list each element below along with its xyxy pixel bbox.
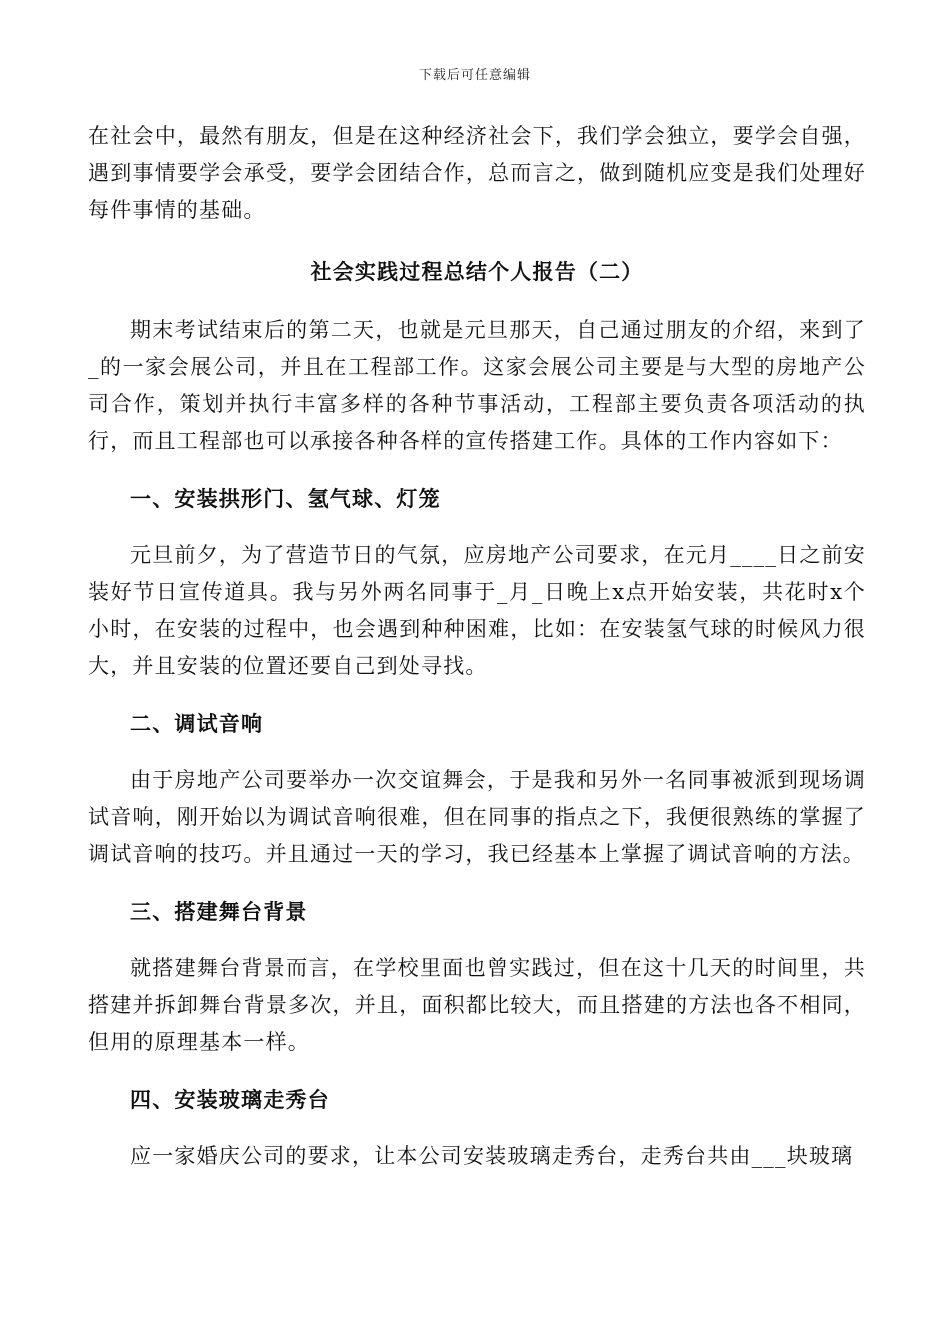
opening-paragraph: 期末考试结束后的第二天，也就是元旦那天，自己通过朋友的介绍，来到了_的一家会展公司，并且在工程部工作。这家会展公司主要是与大型的房地产公司合作，策划并执行丰富多样的各种节事活动，工程部主要负责各项活动的执行，而且工程部也可以承接各种各样的宣传搭建工作。具体的工作内容如下： (88, 318, 866, 453)
section-body-1: 元旦前夕，为了营造节日的气氛，应房地产公司要求，在元月____日之前安装好节日宣传道具。我与另外两名同事于_月_日晚上x点开始安装，共花时x个小时，在安装的过程中，也会遇到种种困难，比如：在安装氢气球的时候风力很大，并且安装的位置还要自己到处寻找。 (88, 543, 866, 678)
page-header-note: 下载后可任意编辑 (418, 68, 531, 83)
section-heading-2: 二、调试音响 (130, 711, 264, 736)
section-heading-4: 四、安装玻璃走秀台 (130, 1087, 330, 1112)
section-heading-1: 一、安装拱形门、氢气球、灯笼 (130, 486, 441, 511)
document-title: 社会实践过程总结个人报告（二） (310, 259, 644, 284)
intro-paragraph: 在社会中，最然有朋友，但是在这种经济社会下，我们学会独立，要学会自强，遇到事情要学会承受，要学会团结合作，总而言之，做到随机应变是我们处理好每件事情的基础。 (88, 124, 866, 222)
section-heading-3: 三、搭建舞台背景 (130, 899, 308, 924)
document-body (88, 118, 866, 1175)
section-body-4: 应一家婚庆公司的要求，让本公司安装玻璃走秀台，走秀台共由___块玻璃 (130, 1144, 854, 1168)
section-body-3: 就搭建舞台背景而言，在学校里面也曾实践过，但在这十几天的时间里，共搭建并拆卸舞台背景多次，并且，面积都比较大，而且搭建的方法也各不相同，但用的原理基本一样。 (88, 956, 866, 1054)
section-body-2: 由于房地产公司要举办一次交谊舞会，于是我和另外一名同事被派到现场调试音响，刚开始以为调试音响很难，但在同事的指点之下，我便很熟练的掌握了调试音响的技巧。并且通过一天的学习，我已经基本上掌握了调试音响的方法。 (88, 768, 866, 866)
